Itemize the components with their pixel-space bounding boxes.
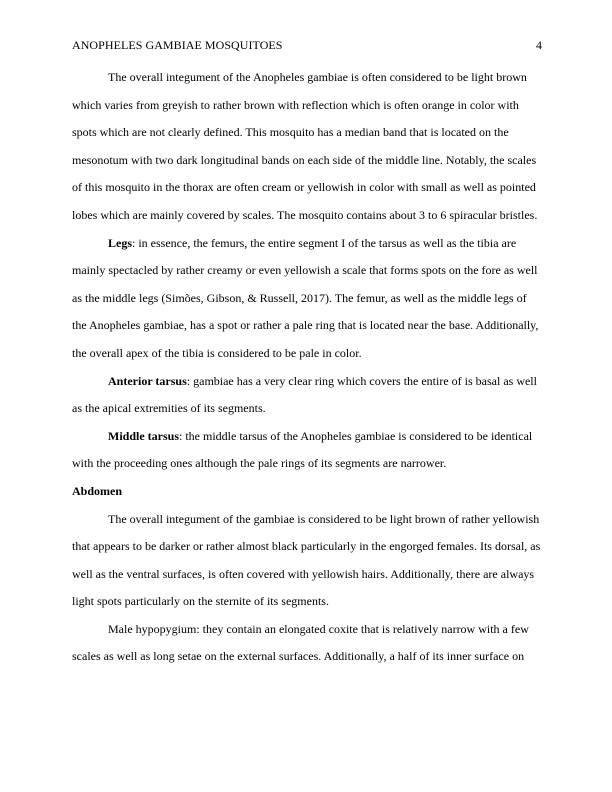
middle-tarsus-label: Middle tarsus bbox=[108, 428, 180, 443]
legs-label: Legs bbox=[108, 235, 132, 250]
running-head bbox=[72, 37, 542, 53]
paragraph-anterior-tarsus bbox=[72, 368, 542, 423]
middle-tarsus-text: : the middle tarsus of the Anopheles gambiae is considered to be identical with the proceeding ones although the pale rings of its segments are narrower. bbox=[72, 428, 533, 471]
abdomen-heading: Abdomen bbox=[72, 483, 123, 498]
legs-text: : in essence, the femurs, the entire segment I of the tarsus as well as the tibia are mainly spectacled by rather creamy or even yellowish a scale that forms spots on the fore as well as the middle legs (Simões, Gibson, & Russell, 2017). The femur, as well as the middle legs of the Anopheles gambiae, has a spot or rather a pale ring that is located near the base. Additionally, the overall apex of the tibia is considered to be pale in color. bbox=[72, 235, 539, 360]
anterior-tarsus-label: Anterior tarsus bbox=[108, 373, 187, 388]
running-title: ANOPHELES GAMBIAE MOSQUITOES bbox=[72, 38, 283, 52]
paragraph-integument: The overall integument of the Anopheles gambiae is often considered to be light brown which varies from greyish to rather brown with reflection which is often orange in color with spots which are not clearly defined. This mosquito has a median band that is located on the mesonotum with two dark longitudinal bands on each side of the middle line. Notably, the scales of this mosquito in the thorax are often cream or yellowish in color with small as well as pointed lobes which are mainly covered by scales. The mosquito contains about 3 to 6 spiracular bristles. bbox=[72, 70, 538, 222]
paragraph-abdomen: The overall integument of the gambiae is considered to be light brown of rather yellowish that appears to be darker or rather almost black particularly in the engorged females. Its dorsal, as well as the ventral surfaces, is often covered with yellowish hairs. Additionally, there are always light spots particularly on the sternite of its segments. bbox=[72, 511, 541, 609]
paragraph-middle-tarsus bbox=[72, 423, 542, 478]
body-text bbox=[72, 64, 542, 671]
anterior-tarsus-text: : gambiae has a very clear ring which covers the entire of is basal as well as the apical extremities of its segments. bbox=[72, 373, 537, 416]
page-number: 4 bbox=[536, 38, 542, 52]
paragraph-legs bbox=[72, 230, 542, 368]
paragraph-male-hypopygium: Male hypopygium: they contain an elongated coxite that is relatively narrow with a few scales as well as long setae on the external surfaces. Additionally, a half of its inner surface on bbox=[72, 621, 529, 664]
